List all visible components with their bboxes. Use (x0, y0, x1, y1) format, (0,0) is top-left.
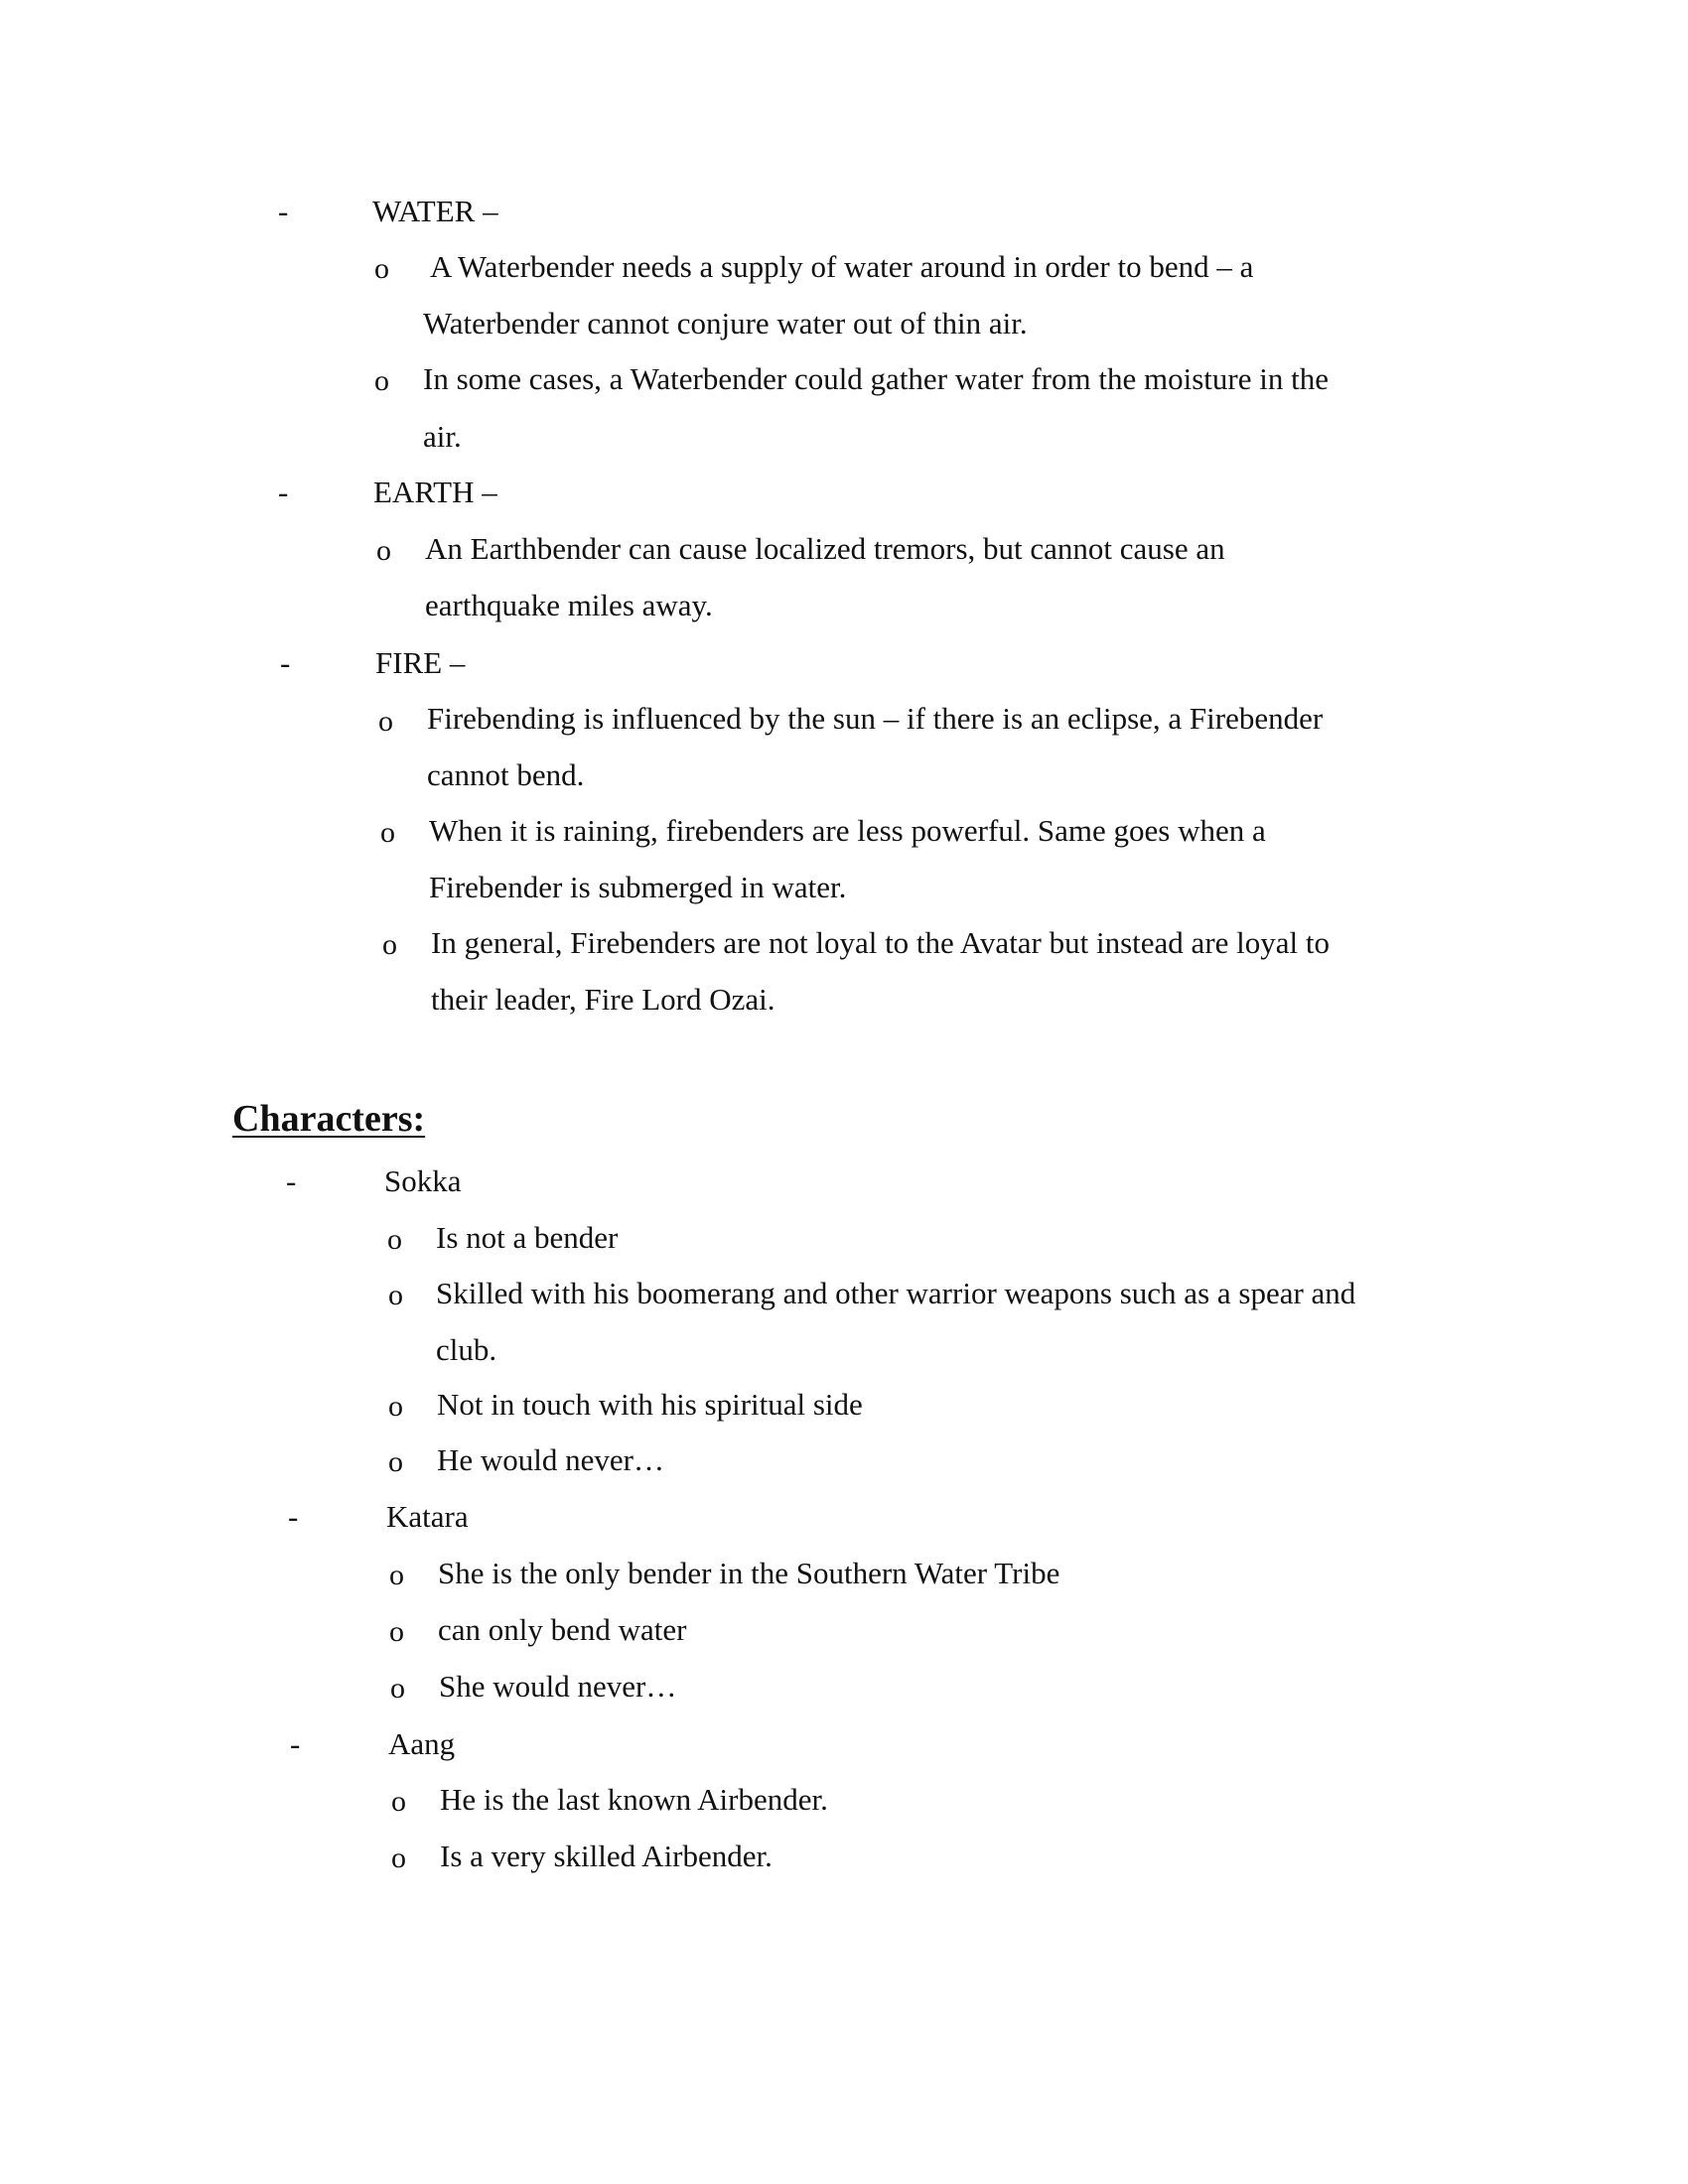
aang-bullet-2: Is a very skilled Airbender. (440, 1839, 773, 1873)
water-bullet-1-line2: Waterbender cannot conjure water out of thin air. (423, 306, 1028, 341)
bullet-marker: o (389, 1559, 404, 1591)
bullet-marker: o (380, 816, 395, 849)
earth-bullet-1-line1: An Earthbender can cause localized tremors, but cannot cause an (425, 531, 1225, 566)
earth-bullet-1-line2: earthquake miles away. (425, 588, 713, 622)
dash-marker: - (286, 1163, 297, 1198)
katara-bullet-1: She is the only bender in the Southern Water Tribe (438, 1556, 1060, 1590)
aang-bullet-1: He is the last known Airbender. (440, 1782, 828, 1817)
sokka-bullet-2-line1: Skilled with his boomerang and other warrior weapons such as a spear and (436, 1276, 1356, 1310)
bullet-marker: o (391, 1842, 406, 1874)
fire-bullet-2-line2: Firebender is submerged in water. (429, 870, 847, 904)
bullet-marker: o (387, 1223, 402, 1256)
element-earth-title: EARTH – (373, 475, 497, 509)
fire-bullet-1-line1: Firebending is influenced by the sun – if there is an eclipse, a Firebender (427, 701, 1324, 736)
bullet-marker: o (388, 1445, 403, 1478)
sokka-bullet-4: He would never… (437, 1442, 664, 1477)
sokka-bullet-3: Not in touch with his spiritual side (437, 1387, 863, 1422)
character-name-sokka: Sokka (384, 1163, 462, 1198)
fire-bullet-3-line2: their leader, Fire Lord Ozai. (431, 982, 775, 1017)
katara-bullet-2: can only bend water (438, 1612, 687, 1647)
sokka-bullet-2-line2: club. (436, 1332, 497, 1367)
element-fire-title: FIRE – (375, 645, 466, 680)
bullet-marker: o (382, 928, 397, 961)
bullet-marker: o (388, 1279, 403, 1311)
bullet-marker: o (389, 1615, 404, 1648)
water-bullet-1-line1: A Waterbender needs a supply of water around in order to bend – a (430, 249, 1254, 284)
dash-marker: - (278, 475, 289, 509)
water-bullet-2-line1: In some cases, a Waterbender could gather water from the moisture in the (423, 361, 1329, 396)
katara-bullet-3: She would never… (439, 1669, 677, 1704)
characters-heading: Characters: (232, 1098, 426, 1140)
bullet-marker: o (388, 1390, 403, 1423)
element-water-title: WATER – (372, 194, 498, 228)
sokka-bullet-1: Is not a bender (436, 1220, 619, 1255)
bullet-marker: o (374, 252, 389, 285)
fire-bullet-3-line1: In general, Firebenders are not loyal to the Avatar but instead are loyal to (431, 925, 1330, 960)
water-bullet-2-line2: air. (423, 419, 462, 454)
dash-marker: - (278, 194, 289, 228)
dash-marker: - (288, 1499, 299, 1534)
dash-marker: - (280, 645, 291, 680)
bullet-marker: o (376, 534, 391, 567)
bullet-marker: o (374, 364, 389, 397)
fire-bullet-2-line1: When it is raining, firebenders are less powerful. Same goes when a (429, 813, 1266, 848)
dash-marker: - (290, 1726, 301, 1761)
bullet-marker: o (390, 1672, 405, 1705)
character-name-aang: Aang (388, 1726, 456, 1761)
fire-bullet-1-line2: cannot bend. (427, 757, 585, 792)
bullet-marker: o (391, 1785, 406, 1818)
character-name-katara: Katara (386, 1499, 469, 1534)
bullet-marker: o (378, 705, 393, 738)
